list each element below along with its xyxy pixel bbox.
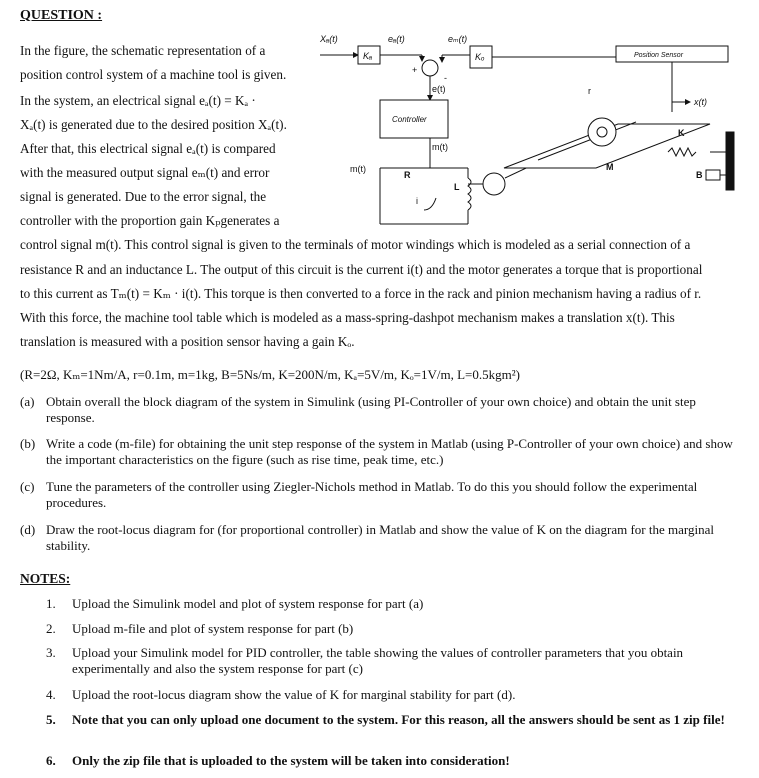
constants-line: (R=2Ω, Kₘ=1Nm/A, r=0.1m, m=1kg, B=5Ns/m, K=200N/m, Kₐ=5V/m, Kₒ=1V/m, L=0.5kgm²) (20, 367, 520, 382)
intro-line: signal is generated. Due to the error signal, the (20, 189, 267, 204)
ka-label: Kₐ (363, 51, 373, 61)
note-number: 5. (46, 712, 56, 727)
note-item (46, 596, 746, 612)
part-label: (d) (20, 522, 36, 537)
intro-line: After that, this electrical signal eₐ(t) is compared (20, 141, 276, 156)
note-item (46, 687, 746, 703)
body-line: control signal m(t). This control signal is given to the terminals of motor windings which is modeled as a serial connection of a (20, 237, 691, 252)
body-line: resistance R and an inductance L. The output of this circuit is the current i(t) and the motor generates a torque that is proportional (20, 262, 703, 277)
note-item-bold (46, 712, 746, 728)
note-number: 3. (46, 645, 56, 660)
part-label: (c) (20, 479, 35, 494)
motor-circle (483, 173, 505, 195)
question-heading: QUESTION : (20, 8, 103, 23)
part-label: (a) (20, 394, 35, 409)
r-small-label: r (588, 86, 591, 96)
position-control-schematic (318, 28, 742, 234)
spring (668, 148, 696, 156)
mt-left-label: m(t) (350, 164, 366, 174)
body-line: to this current as Tₘ(t) = Kₘ · i(t). This torque is then converted to a force in the rack and pinion mechanism having a radius of r. (20, 286, 702, 301)
controller-label: Controller (392, 115, 427, 124)
part-text: Obtain overall the block diagram of the system in Simulink (using PI-Controller of your own choice) and obtain the unit step response. (46, 394, 696, 425)
plus-sign: + (412, 65, 418, 75)
part-text: Draw the root-locus diagram for (for proportional controller) in Matlab and show the value of K on the diagram for the marginal stability. (46, 522, 714, 553)
intro-line: Xₐ(t) is generated due to the desired position Xₐ(t). (20, 117, 287, 132)
note-item-bold (46, 753, 746, 769)
error-label: e(t) (432, 84, 446, 94)
intro-line: controller with the proportion gain Kₚgenerates a (20, 213, 280, 228)
part-text: Tune the parameters of the controller using Ziegler-Nichols method in Matlab. To do this you should follow the experimental procedures. (46, 479, 698, 510)
note-item (46, 645, 746, 677)
note-text: Upload your Simulink model for PID controller, the table showing the values of controller parameters that you obtain experimentally and also the system response for part (c) (72, 645, 684, 676)
intro-line: position control system of a machine tool is given. (20, 67, 287, 82)
i-label: i (416, 196, 418, 206)
body-line: With this force, the machine tool table which is modeled as a mass-spring-dashpot mechanism makes a translation x(t). This (20, 310, 675, 325)
note-text: Upload m-file and plot of system response for part (b) (72, 621, 354, 636)
note-number: 2. (46, 621, 56, 636)
note-number: 6. (46, 753, 56, 768)
r-label: R (404, 170, 411, 180)
l-label: L (454, 182, 460, 192)
xd-label: Xₐ(t) (320, 34, 338, 44)
intro-line: with the measured output signal eₘ(t) and error (20, 165, 270, 180)
note-text: Note that you can only upload one document to the system. For this reason, all the answers should be sent as 1 zip file! (72, 712, 725, 727)
wall (726, 132, 734, 190)
dashpot (706, 170, 720, 180)
part-b (20, 436, 742, 468)
part-label: (b) (20, 436, 36, 451)
current-arrow (424, 198, 436, 210)
note-text: Upload the root-locus diagram show the value of K for marginal stability for part (d). (72, 687, 516, 702)
em-label: eₘ(t) (448, 34, 468, 44)
note-number: 4. (46, 687, 56, 702)
part-a (20, 394, 742, 426)
sensor-label: Position Sensor (634, 52, 684, 59)
summing-junction (422, 60, 438, 76)
intro-line: In the figure, the schematic representation of a (20, 43, 266, 58)
note-item (46, 621, 746, 637)
part-d (20, 522, 742, 554)
k-label: K (678, 128, 685, 138)
inductor-coil (468, 178, 471, 210)
intro-line: In the system, an electrical signal eₐ(t) = Kₐ · (20, 93, 256, 108)
b-label: B (696, 170, 703, 180)
note-number: 1. (46, 596, 56, 611)
note-text: Upload the Simulink model and plot of system response for part (a) (72, 596, 424, 611)
xt-label: x(t) (694, 97, 707, 107)
ko-label: Kₒ (475, 52, 485, 62)
ed-label: eₐ(t) (388, 34, 405, 44)
notes-heading: NOTES: (20, 571, 71, 586)
mt-box-label: m(t) (432, 142, 448, 152)
body-line: translation is measured with a position sensor having a gain Kₒ. (20, 334, 355, 349)
part-c (20, 479, 742, 511)
part-text: Write a code (m-file) for obtaining the unit step response of the system in Matlab (using P-Controller of your own choice) and show the important characteristics on the figure (such as rise time, peak time, etc.) (46, 436, 733, 467)
m-label: M (606, 162, 614, 172)
minus-sign: - (444, 73, 447, 83)
note-text: Only the zip file that is uploaded to the system will be taken into consideration! (72, 753, 510, 768)
